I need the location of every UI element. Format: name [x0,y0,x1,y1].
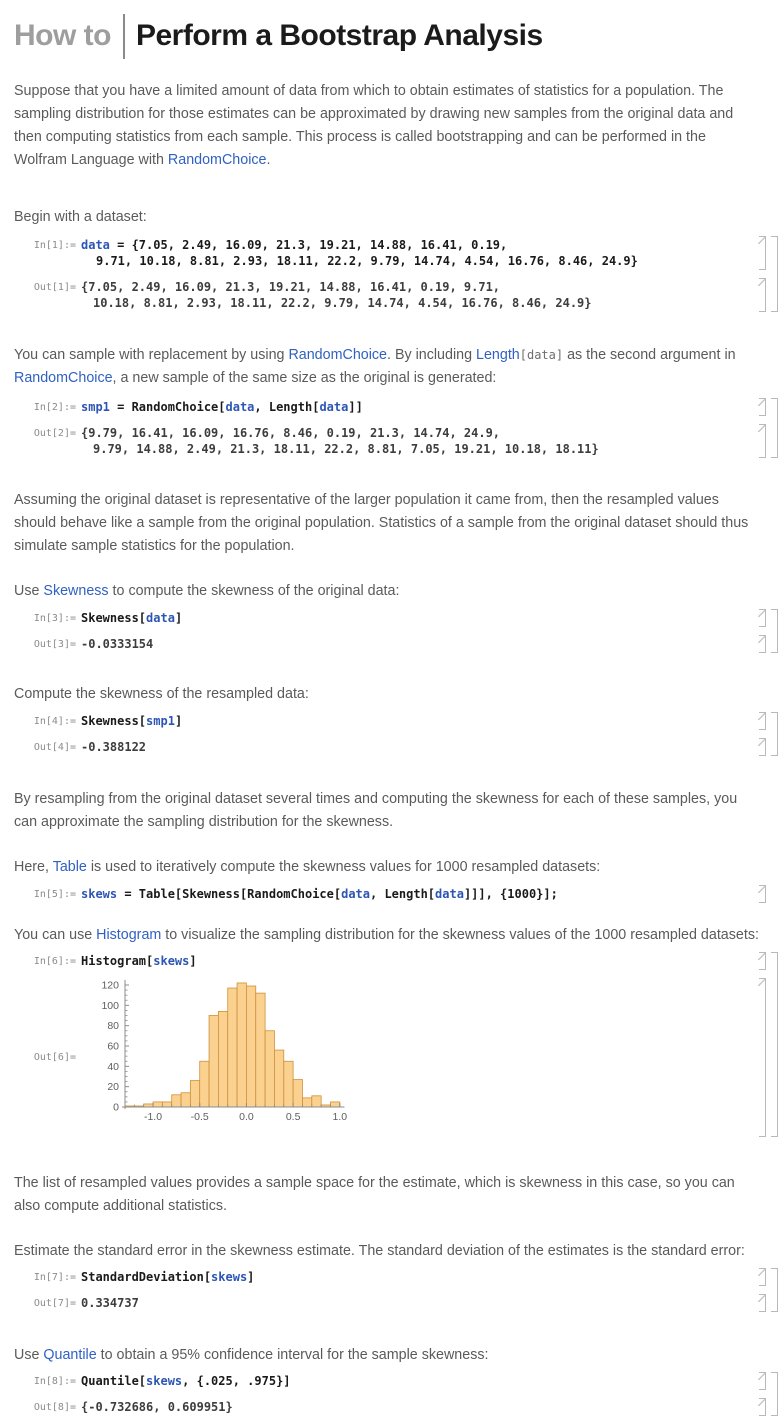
out-label: Out[7]= [33,1298,76,1309]
document-body [0,80,783,1416]
histogram-bar [302,1098,311,1107]
paragraph [14,580,759,603]
code-symbol: smp1 [81,400,110,414]
paragraph [14,1344,759,1367]
text-run: . [266,152,271,168]
code-text: , {.025, .975}] [182,1374,291,1388]
title-text: Perform a Bootstrap Analysis [135,19,543,52]
code-symbol: data [435,887,464,901]
code-block [81,610,748,626]
axis-tick-label: -1.0 [143,1111,163,1123]
code-line [81,713,748,729]
axis-tick-label: 80 [107,1020,119,1033]
code-text: Skewness[ [81,611,147,625]
input-cell[interactable] [14,398,748,416]
cell-bracket [759,635,766,653]
code-line [81,610,748,626]
in-label: In[8]:= [33,1376,76,1387]
in-label: In[5]:= [33,889,76,900]
text-run: to obtain a 95% confidence interval for the sample skewness: [96,1347,489,1363]
histogram-bar [330,1102,339,1107]
output-cell [14,278,748,312]
code-line [81,1295,748,1311]
notebook-cell-group [14,398,778,458]
code-line [81,1373,748,1389]
code-block [81,1295,748,1311]
code-line [81,953,748,969]
output-cell [14,978,748,1137]
code-line [81,399,748,415]
cell-bracket [759,1268,766,1286]
cell-bracket [759,278,766,312]
code-line [81,253,748,269]
text-run: . By including [387,347,477,363]
code-text: , Length[ [370,887,436,901]
out-label: Out[4]= [33,742,76,753]
in-label: In[4]:= [33,716,76,727]
text-run: to compute the skewness of the original data: [108,583,400,599]
function-reference-link[interactable]: RandomChoice [14,370,113,386]
code-text: {9.79, 16.41, 16.09, 16.76, 8.46, 0.19, 21.3, 14.74, 24.9, [81,426,501,440]
in-label: In[3]:= [33,613,76,624]
code-symbol: skews [81,887,118,901]
code-line [81,739,748,755]
code-line [81,279,748,295]
paragraph [14,1240,759,1263]
code-line [81,1269,748,1285]
cell-bracket [759,1372,766,1390]
text-run: Suppose that you have a limited amount of data from which to obtain estimates of statistics for a population. The sampling distribution for those estimates can be approximated by drawing new samples from the original data and then computing statistics from each sample. This process is called bootstrapping and can be performed in the Wolfram Language with [14,83,734,168]
axis-tick-label: 0.0 [239,1111,254,1123]
cell-group-bracket [771,609,778,653]
paragraph [14,206,759,229]
axis-tick-label: 40 [107,1060,119,1073]
code-line [81,295,748,311]
axis-tick-label: 120 [101,979,119,992]
code-text: ] [174,611,183,625]
text-run: Use [14,1347,44,1363]
cell-bracket [759,398,766,416]
paragraph [14,489,759,558]
out-label: Out[6]= [33,1052,76,1063]
output-cell [14,1294,748,1312]
histogram-bar [284,1061,293,1107]
code-block [81,1373,748,1389]
code-text: 0.334737 [81,1296,139,1310]
axis-tick-label: 20 [107,1081,119,1094]
out-label: Out[1]= [33,282,76,293]
code-block [81,279,748,311]
histogram-bar [274,1050,283,1107]
cell-bracket [759,236,766,270]
text-run: By resampling from the original dataset several times and computing the skewness for each of these samples, you can approximate the sampling distribution for the skewness. [14,791,738,830]
code-text: {7.05, 2.49, 16.09, 21.3, 19.21, 14.88, 16.41, 0.19, 9.71, [81,280,501,294]
axis-tick-label: 60 [107,1040,119,1053]
function-reference-link[interactable]: Skewness [43,583,109,599]
out-label: Out[8]= [33,1402,76,1413]
function-reference-link[interactable]: RandomChoice [288,347,387,363]
code-text: StandardDeviation[ [81,1270,212,1284]
cell-bracket [759,738,766,756]
histogram-bar [153,1102,162,1107]
function-reference-link[interactable]: Length [476,347,520,363]
code-block [81,953,748,969]
notebook-cell-group [14,952,778,1137]
code-text: {-0.732686, 0.609951} [81,1400,233,1414]
text-run: is used to iteratively compute the skewness values for 1000 resampled datasets: [86,859,601,875]
histogram-bar [200,1061,209,1107]
notebook-cell-group [14,236,778,312]
code-block [81,425,748,457]
input-cell[interactable] [14,952,748,970]
output-cell [14,1398,748,1416]
code-text: 9.71, 10.18, 8.81, 2.93, 18.11, 22.2, 9.79, 14.74, 4.54, 16.76, 8.46, 24.9} [96,254,638,268]
notebook-cell-group [14,885,778,903]
code-line [81,441,748,457]
input-cell[interactable] [14,236,748,270]
code-block [81,636,748,652]
axis-tick-label: 100 [101,999,119,1012]
code-text: = RandomChoice[ [109,400,226,414]
cell-bracket [759,424,766,458]
code-symbol: data [225,400,255,414]
notebook-cell-group [14,609,778,653]
text-run: Begin with a dataset: [14,209,147,225]
input-cell[interactable] [14,1372,748,1390]
code-text: ]] [348,400,363,414]
input-cell[interactable] [14,609,748,627]
code-line [81,636,748,652]
cell-group-bracket [771,952,778,1137]
histogram-chart [81,979,381,1131]
paragraph [14,856,759,879]
code-text: = Table[Skewness[RandomChoice[ [117,887,342,901]
axis-tick-label: 0 [113,1101,119,1114]
notebook-cell-group [14,712,778,756]
paragraph [14,344,759,390]
code-symbol: skews [153,954,190,968]
histogram-bar [172,1095,181,1107]
code-line [81,886,748,902]
text-run: You can sample with replacement by using [14,347,289,363]
code-text: 10.18, 8.81, 2.93, 18.11, 22.2, 9.79, 14.74, 4.54, 16.76, 8.46, 24.9} [93,296,592,310]
in-label: In[2]:= [33,402,76,413]
title-prefix: How to [14,19,111,52]
cell-bracket [759,1398,766,1416]
chart-output [81,979,748,1136]
in-label: In[6]:= [33,956,76,967]
cell-group-bracket [771,398,778,458]
text-run: Here, [14,859,53,875]
text-run: to visualize the sampling distribution for the skewness values of the 1000 resampled datasets: [161,927,759,943]
code-symbol: skews [211,1270,248,1284]
input-cell[interactable] [14,1268,748,1286]
code-text: ] [189,954,197,968]
code-symbol: data [81,238,110,252]
inline-code: [data] [519,348,564,362]
notebook-cell-group [14,1268,778,1312]
text-run: , a new sample of the same size as the original is generated: [112,370,497,386]
cell-group-bracket [771,712,778,756]
text-run: Estimate the standard error in the skewness estimate. The standard deviation of the estimates is the standard error: [14,1243,745,1259]
cell-bracket [759,952,766,970]
cell-bracket [759,1294,766,1312]
axis-tick-label: 0.5 [285,1111,301,1123]
code-line [81,237,748,253]
function-reference-link[interactable]: Table [52,859,87,875]
code-symbol: data [319,400,349,414]
cell-group-bracket [771,1268,778,1312]
paragraph [14,788,759,834]
axis-tick-label: -0.5 [190,1111,209,1123]
text-run: The list of resampled values provides a sample space for the estimate, which is skewness in this case, so you can also compute additional statistics. [14,1175,735,1214]
output-cell [14,635,748,653]
code-text: -0.388122 [81,740,147,754]
code-symbol: data [341,887,370,901]
code-text: , Length[ [254,400,320,414]
histogram-bar [312,1096,321,1107]
code-text: Quantile[ [81,1374,147,1388]
histogram-bar [209,1016,218,1108]
cell-group-bracket [771,236,778,312]
code-block [81,713,748,729]
out-label: Out[2]= [33,428,76,439]
cell-bracket [759,885,766,903]
function-reference-link[interactable]: Quantile [43,1347,97,1363]
function-reference-link[interactable]: RandomChoice [167,152,267,168]
code-block [81,1399,748,1415]
code-text: -0.0333154 [81,637,154,651]
page-title [14,12,783,60]
histogram-bar [218,1011,227,1107]
paragraph [14,1172,759,1218]
code-text: Histogram[ [81,954,154,968]
text-run: Use [14,583,44,599]
code-line [81,425,748,441]
histogram-bar [228,988,237,1107]
input-cell[interactable] [14,885,748,903]
code-line [81,1399,748,1415]
code-text: Skewness[ [81,714,147,728]
code-text: ] [247,1270,255,1284]
axis-tick-label: 1.0 [332,1111,348,1123]
code-block [81,237,748,269]
in-label: In[1]:= [33,240,76,251]
text-run: Assuming the original dataset is representative of the larger population it came from, then the resampled values should behave like a sample from the original population. Statistics of a sample from the original dataset should thus simulate sample statistics for the population. [14,492,749,554]
code-block [81,399,748,415]
paragraph [14,80,759,172]
text-run: as the second argument in [563,347,736,363]
paragraph [14,924,759,947]
code-block [81,739,748,755]
histogram-bar [162,1102,171,1107]
histogram-bar [265,1031,274,1107]
input-cell[interactable] [14,712,748,730]
output-cell [14,424,748,458]
histogram-bar [237,983,246,1107]
paragraph [14,683,759,706]
code-text: = {7.05, 2.49, 16.09, 21.3, 19.21, 14.88, 16.41, 0.19, [109,238,508,252]
text-run: You can use [14,927,97,943]
out-label: Out[3]= [33,639,76,650]
histogram-bar [246,986,255,1107]
cell-bracket [759,712,766,730]
code-block [81,1269,748,1285]
title-separator [123,14,125,59]
code-symbol: data [146,611,175,625]
in-label: In[7]:= [33,1272,76,1283]
cell-group-bracket [771,1372,778,1416]
cell-bracket [759,609,766,627]
histogram-bar [256,993,265,1107]
code-text: 9.79, 14.88, 2.49, 21.3, 18.11, 22.2, 8.81, 7.05, 19.21, 10.18, 18.11} [93,442,599,456]
text-run: Compute the skewness of the resampled data: [14,686,309,702]
histogram-bar [181,1093,190,1107]
output-cell [14,738,748,756]
code-block [81,886,748,902]
code-text: ] [174,714,183,728]
code-symbol: smp1 [146,714,175,728]
code-text: ]]], {1000}]; [463,887,558,901]
code-symbol: skews [146,1374,183,1388]
function-reference-link[interactable]: Histogram [96,927,162,943]
histogram-bar [293,1080,302,1107]
cell-bracket [759,978,766,1137]
notebook-cell-group [14,1372,778,1416]
histogram-bar [190,1081,199,1107]
